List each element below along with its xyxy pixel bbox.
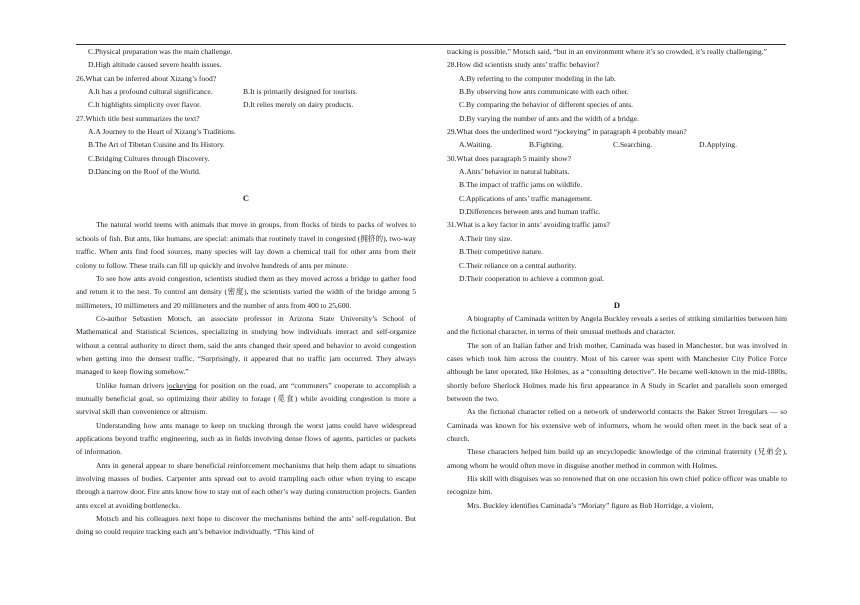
q26-option-d[interactable]: D.It relies merely on dairy products. <box>243 100 354 110</box>
passage-c-paragraph-7: Motsch and his colleagues next hope to discover the mechanisms behind the ants’ self-regulation. But doing so could require tracking each ant’s behavior individually. “This kind of <box>76 514 416 537</box>
q30-option-c[interactable]: C.Applications of ants’ traffic management. <box>459 193 592 203</box>
q27-option-a[interactable]: A.A Journey to the Heart of Xizang’s Traditions. <box>88 127 236 137</box>
passage-c-paragraph-5: Understanding how ants manage to keep on trucking through the worst jams could have widespread applications beyond traffic engineering, such as in fields involving dense flows of agents, particles or packets of information. <box>76 420 416 457</box>
q30-option-b[interactable]: B.The impact of traffic jams on wildlife. <box>459 180 583 190</box>
right-column <box>447 45 787 512</box>
q29-option-d[interactable]: D.Applying. <box>699 140 737 150</box>
passage-d <box>447 312 787 512</box>
passage-d-paragraph-3: As the fictional character relied on a network of underworld contacts the Baker Street Irregulars — so Caminada was known for his extensive web of informers, whom he would often meet in the back seat of a church. <box>447 407 787 443</box>
q30-option-a[interactable]: A.Ants’ behavior in natural habitats. <box>459 167 570 177</box>
passage-c-paragraph-4 <box>76 379 416 419</box>
q28-option-d[interactable]: D.By varying the number of ants and the width of a bridge. <box>459 113 639 123</box>
passage-c-continued-text: tracking is possible,” Motsch said, “but in an environment where it’s so crowded, it’s really challenging.” <box>447 47 767 56</box>
q26-stem: 26.What can be inferred about Xizang’s food? <box>76 73 217 83</box>
q29-option-a[interactable]: A.Waiting. <box>459 140 493 150</box>
p4-text-before: Unlike human drivers <box>96 380 167 390</box>
left-column <box>76 45 416 539</box>
q25-option-d[interactable]: D.High altitude caused severe health issues. <box>88 60 222 70</box>
passage-c-paragraph-6: Ants in general appear to share beneficial reinforcement mechanisms that help them adapt to situations involving masses of bodies. Carpenter ants spread out to avoid trampling each other when trying to escape through a narrow door. Fire ants know how to stay out of each other’s way during construction projects. Garden ants excel at avoiding bottlenecks. <box>76 460 416 510</box>
q31-option-c[interactable]: C.Their reliance on a central authority. <box>459 260 577 270</box>
q31-option-b[interactable]: B.Their competitive nature. <box>459 247 543 257</box>
passage-d-paragraph-6: Mrs. Buckley identifies Caminada’s “Moriaty” figure as Bob Horridge, a violent, <box>467 500 714 510</box>
q29-option-b[interactable]: B.Fighting. <box>529 140 564 150</box>
q27-stem: 27.Which title best summarizes the text? <box>76 113 200 123</box>
passage-c-paragraph-1: The natural world teems with animals that move in groups, from flocks of birds to packs of wolves to schools of fish. But ants, like humans, are special: animals that routinely travel in congested (拥挤的), two-way traffic. When ants find food sources, many species will lay down a chemical trail for other ants from their colony to follow. These trails can fill up quickly and involve hundreds of ants per minute. <box>76 220 416 270</box>
q27-option-d[interactable]: D.Dancing on the Roof of the World. <box>88 167 201 177</box>
passage-d-paragraph-4: These characters helped him build up an encyclopedic knowledge of the criminal fraternity (兄弟会), among whom he would often move in disguise another method in common with Holmes. <box>447 447 787 470</box>
q26-option-b[interactable]: B.It is primarily designed for tourists. <box>243 87 358 97</box>
q28-stem: 28.How did scientists study ants’ traffic behavior? <box>447 60 600 70</box>
q28-option-a[interactable]: A.By referring to the computer modeling in the lab. <box>459 73 616 83</box>
spacer <box>76 178 416 191</box>
q31-stem: 31.What is a key factor in ants’ avoiding traffic jams? <box>447 220 610 230</box>
passage-d-paragraph-2: The son of an Italian father and Irish mother, Caminada was based in Manchester, but was involved in cases which took him across the country. Most of his career was spent with Manchester City Police Force although he later operated, like Holmes, as a “consulting detective”. He became well-known in the mid-1880s, shortly before Sherlock Holmes made his first appearance in A Study in Scarlet and parallels soon emerged between the two. <box>447 340 787 403</box>
q31-option-a[interactable]: A.Their tiny size. <box>459 233 513 243</box>
q27-option-c[interactable]: C.Bridging Cultures through Discovery. <box>88 153 210 163</box>
q31-option-d[interactable]: D.Their cooperation to achieve a common goal. <box>459 273 605 283</box>
q28-option-c[interactable]: C.By comparing the behavior of different species of ants. <box>459 100 634 110</box>
q30-option-d[interactable]: D.Differences between ants and human traffic. <box>459 207 601 217</box>
q29-options <box>447 138 787 151</box>
section-d-heading: D <box>613 299 621 310</box>
section-c-heading: C <box>242 192 250 203</box>
passage-c-paragraph-3: Co-author Sebastien Motsch, an associate professor in Arizona State University’s School of Mathematical and Statistical Sciences, specializing in studying how individuals interact and self-organize without a central authority to direct them, said the ants changed their speed and behavior to avoid congestion when getting into the densest traffic. “Surprisingly, it appeared that no traffic jam occurred. They always managed to keep flowing somehow.” <box>76 313 416 377</box>
spacer <box>76 205 416 218</box>
q29-option-c[interactable]: C.Searching. <box>613 140 653 150</box>
passage-c-continued <box>447 45 787 58</box>
passage-d-paragraph-5: His skill with disguises was so renowned that on one occasion his own chief police officer was unable to recognize him. <box>447 474 787 497</box>
q26-option-a[interactable]: A.It has a profound cultural significance. <box>88 87 213 97</box>
q26-options-row2 <box>76 98 416 111</box>
q27-option-b[interactable]: B.The Art of Tibetan Cuisine and Its History. <box>88 140 225 150</box>
passage-d-paragraph-1: A biography of Caminada written by Angela Buckley reveals a series of striking similarities between him and the fictional character, in terms of their unusual methods and character. <box>447 313 787 337</box>
q30-stem: 30.What does paragraph 5 mainly show? <box>447 153 571 163</box>
spacer <box>447 285 787 298</box>
q28-option-b[interactable]: B.By observing how ants communicate with each other. <box>459 87 629 97</box>
q26-options-row1 <box>76 85 416 98</box>
p4-text-after: for position on the road, ant “commuters” cooperate to accomplish a mutually beneficial goal, so optimizing their ability to forage (觅食) while avoiding congestion is more a survival skill than convenience or altruism. <box>76 380 416 417</box>
passage-c-paragraph-2: To see how ants avoid congestion, scientists studied them as they moved across a bridge to gather food and return it to the nest. To control ant density (密度), the scientists varied the width of the bridge among 5 millimeters, 10 millimeters and 20 millimeters and the number of ants from 400 to 25,600. <box>76 273 416 310</box>
q29-stem: 29.What does the underlined word “jockeying” in paragraph 4 probably mean? <box>447 127 687 137</box>
q26-option-c[interactable]: C.It highlights simplicity over flavor. <box>88 100 202 110</box>
q25-option-c[interactable]: C.Physical preparation was the main challenge. <box>88 47 233 56</box>
passage-c <box>76 218 416 538</box>
underlined-word-jockeying: jockeying <box>166 380 197 390</box>
